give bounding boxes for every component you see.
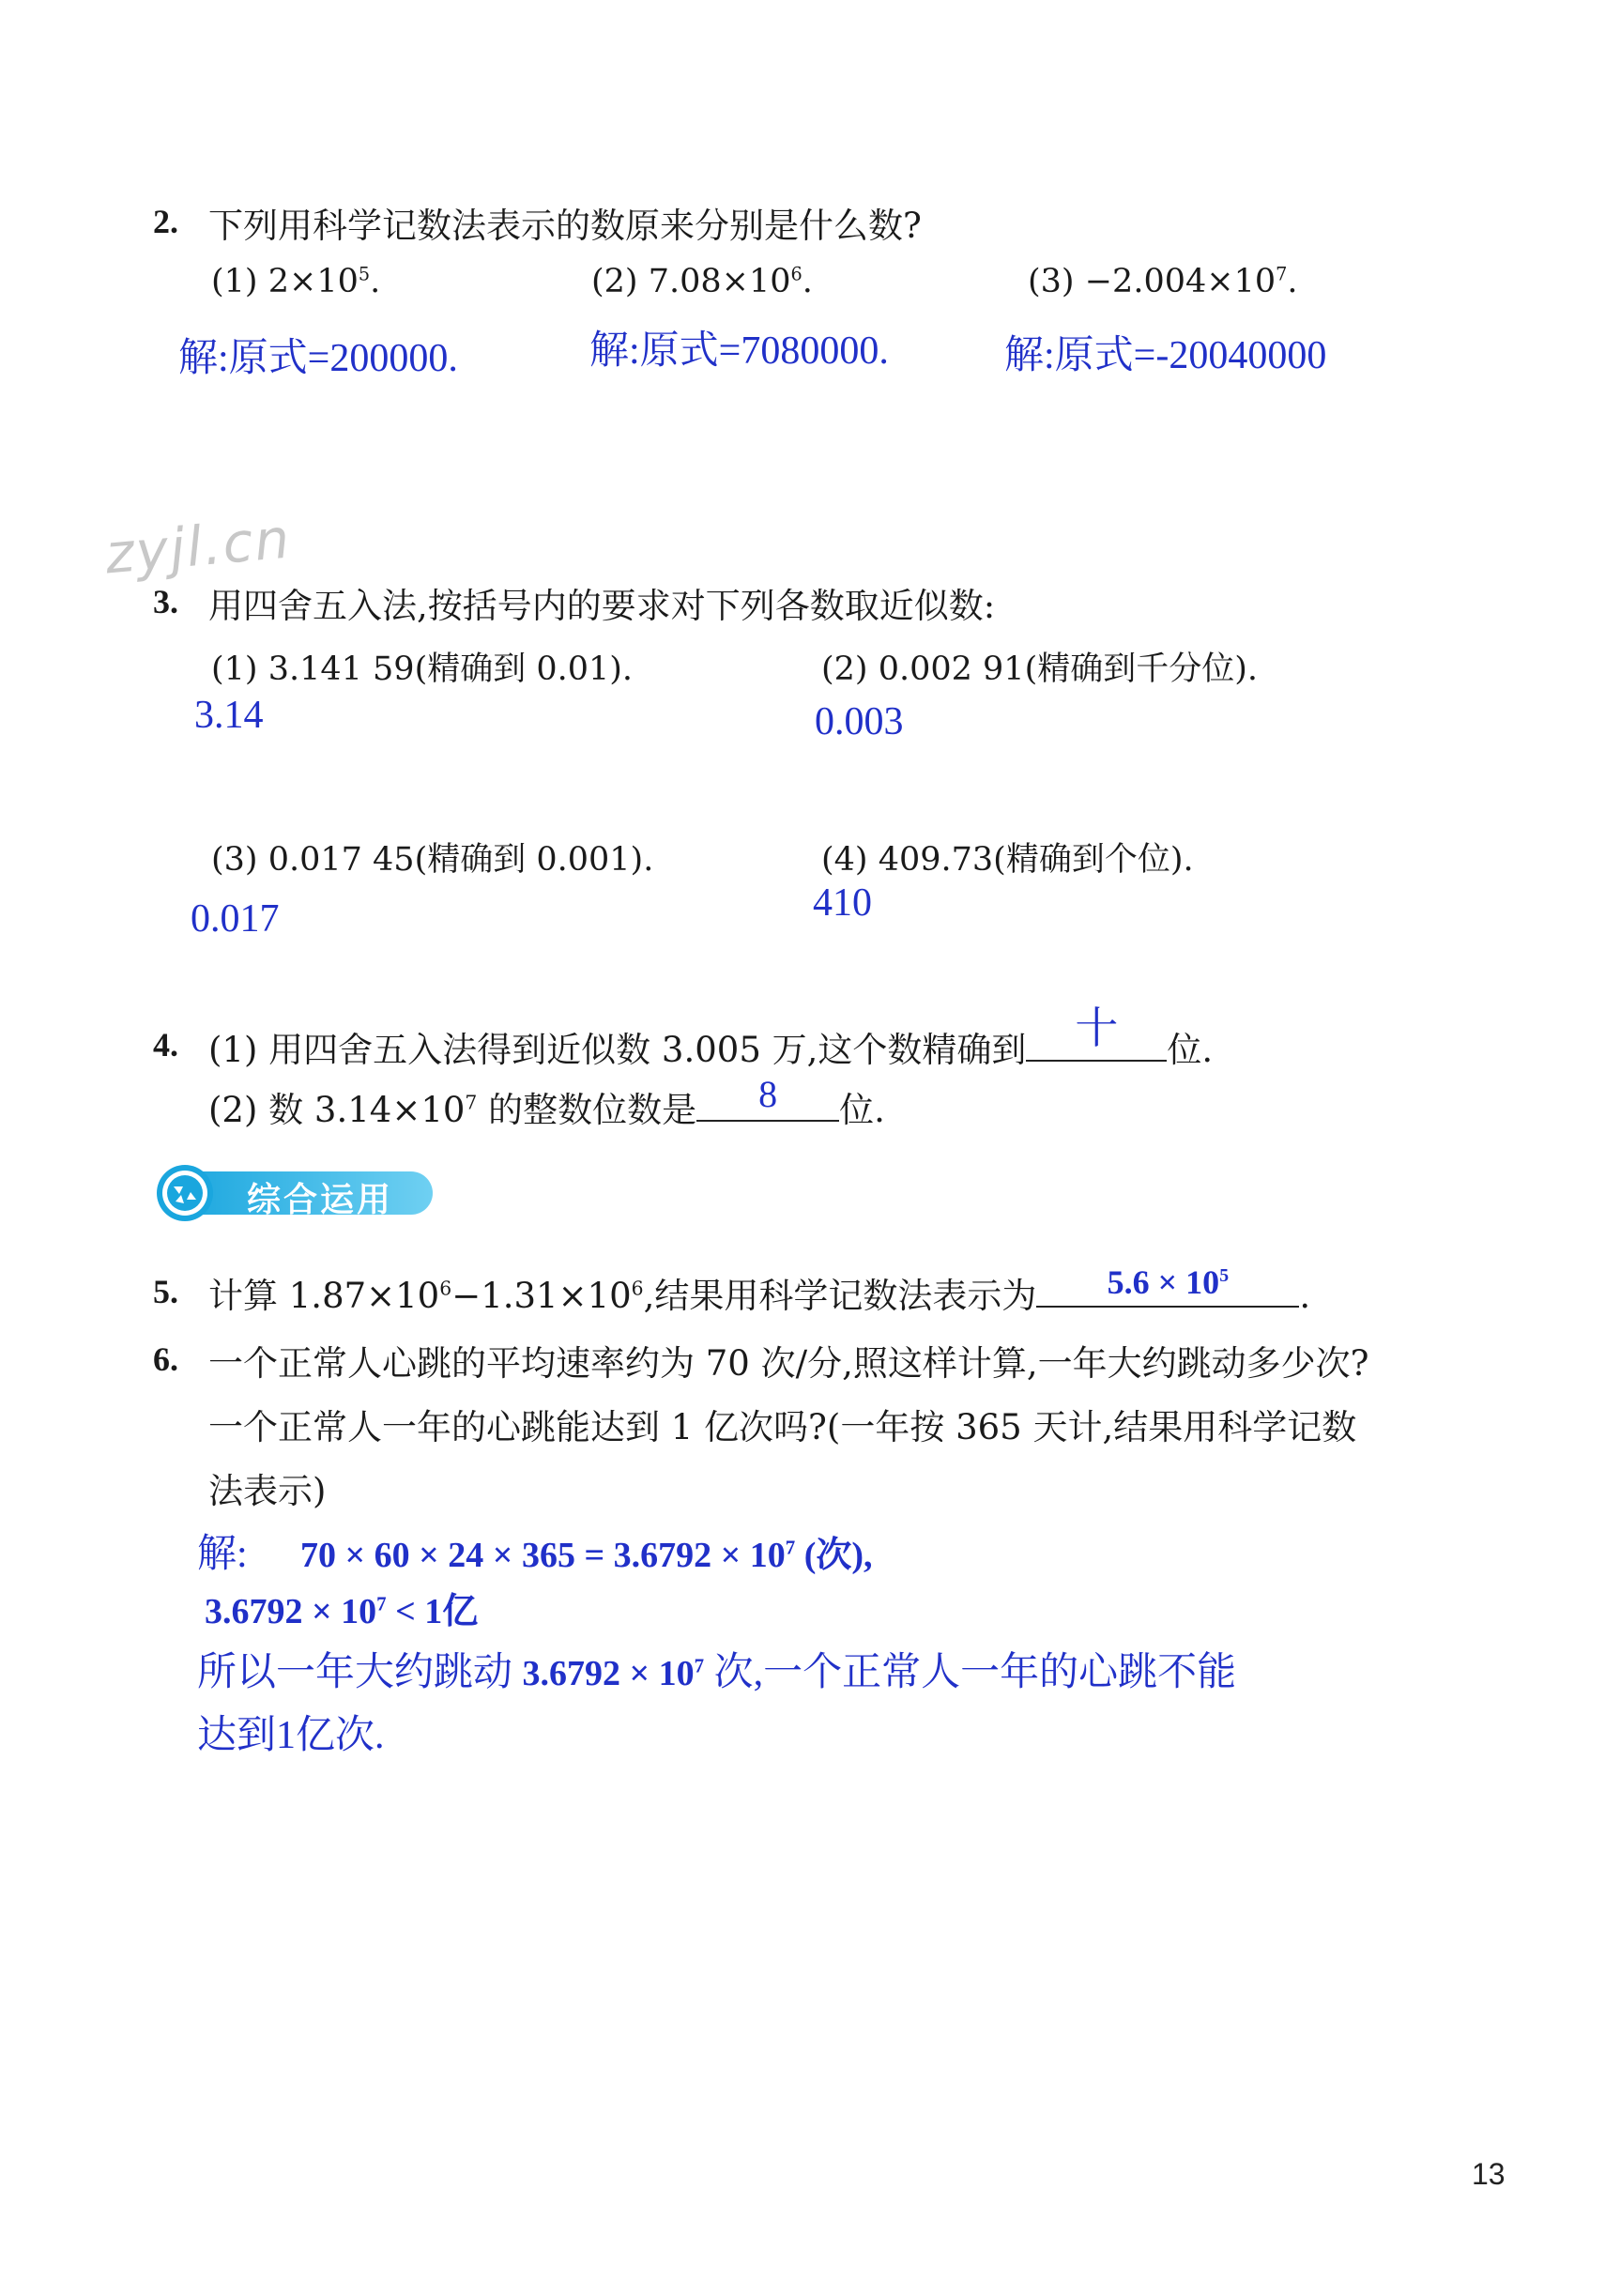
watermark-logo: zyjl.cn [102, 506, 294, 587]
q6-answer1-post: (次), [795, 1536, 873, 1575]
q5-end: . [1299, 1276, 1311, 1316]
q6-line2: 一个正常人一年的心跳能达到 1 亿次吗?(一年按 365 天计,结果用科学记数 [208, 1407, 1357, 1447]
q2-answer2: 解:原式=7080000. [589, 329, 889, 373]
q5-blank [1036, 1263, 1299, 1308]
q4-part1 [208, 1004, 1214, 1072]
q6-answer-line4: 达到1亿次. [197, 1714, 385, 1757]
q2-part3-end: . [1287, 263, 1298, 300]
q5-exponent2: 6 [631, 1277, 644, 1300]
q6-line1: 一个正常人心跳的平均速率约为 70 次/分,照这样计算,一年大约跳动多少次? [208, 1343, 1369, 1384]
q6-line3: 法表示) [208, 1471, 327, 1511]
q4-part1-text: (1) 用四舍五入法得到近似数 3.005 万,这个数精确到 [208, 1030, 1027, 1070]
q2-part2-label: (2) [591, 263, 638, 300]
q4-part2-answer: 8 [758, 1073, 778, 1115]
q2-part3-mantissa: −2.004×10 [1084, 263, 1276, 300]
q6-answer3-mantissa: 3.6792 × 10 [522, 1654, 695, 1693]
q2-part3-exponent: 7 [1276, 263, 1288, 285]
q2-part3 [1028, 263, 1298, 300]
q4-part1-blank [1026, 1004, 1167, 1062]
q4-part2-end: 位. [839, 1090, 885, 1130]
q6-answer-line1 [300, 1525, 873, 1577]
q6-number: 6. [153, 1340, 178, 1378]
q3-part1: (1) 3.141 59(精确到 0.01). [211, 651, 634, 688]
q2-part1-label: (1) [211, 263, 258, 300]
q6-answer3-pre: 所以一年大约跳动 [197, 1651, 523, 1694]
q6-answer1-mantissa: 70 × 60 × 24 × 365 = 3.6792 × 10 [300, 1536, 786, 1575]
q2-part1-mantissa: 2×10 [268, 263, 359, 300]
q6-answer3-exponent: 7 [694, 1654, 705, 1677]
page-number: 13 [1472, 2157, 1506, 2191]
q2-number: 2. [153, 203, 178, 240]
q4-part2-exponent: 7 [465, 1091, 478, 1114]
q2-part1-end: . [370, 263, 381, 300]
q6-answer2-mantissa: 3.6792 × 10 [205, 1592, 377, 1631]
q3-text: 用四舍五入法,按括号内的要求对下列各数取近似数: [208, 586, 996, 626]
q3-part4: (4) 409.73(精确到个位). [821, 841, 1194, 879]
q3-number: 3. [153, 583, 178, 620]
q3-answer4: 410 [813, 881, 872, 925]
q3-answer3: 0.017 [191, 897, 280, 941]
q2-text: 下列用科学记数法表示的数原来分别是什么数? [208, 206, 922, 246]
q6-answer-line2 [205, 1582, 478, 1633]
q2-part2 [591, 263, 813, 300]
q2-part1 [211, 263, 380, 300]
q3-answer1: 3.14 [194, 694, 264, 737]
q5-number: 5. [153, 1273, 178, 1310]
q4-part2 [208, 1073, 885, 1132]
q5-exponent1: 6 [439, 1277, 452, 1300]
q5-answer-mantissa: 5.6 × 10 [1107, 1263, 1220, 1301]
q6-answer2-exponent: 7 [376, 1592, 387, 1615]
q6-answer2-post: < 1亿 [386, 1592, 479, 1631]
q4-part2-mid: 的整数位数是 [477, 1090, 697, 1130]
q3-answer2: 0.003 [815, 700, 904, 743]
q5-text-post: ,结果用科学记数法表示为 [643, 1276, 1037, 1316]
q5-text-pre: 计算 1.87×10 [208, 1276, 440, 1316]
q6-answer3-post: 次,一个正常人一年的心跳不能 [704, 1651, 1237, 1694]
q4-part1-answer: 十 [1075, 1004, 1119, 1052]
q2-part1-exponent: 5 [358, 263, 371, 285]
q2-part2-mantissa: 7.08×10 [648, 263, 791, 300]
q4-number: 4. [153, 1026, 178, 1064]
q2-answer3: 解:原式=-20040000 [1004, 334, 1327, 377]
q2-part3-label: (3) [1028, 263, 1075, 300]
q6-answer1-exponent: 7 [785, 1536, 796, 1559]
section-badge [155, 1164, 436, 1222]
q5-answer-exponent: 5 [1219, 1265, 1230, 1286]
q6-answer-label: 解: [197, 1533, 248, 1576]
q3-part3: (3) 0.017 45(精确到 0.001). [211, 841, 654, 879]
q5-text-mid: −1.31×10 [451, 1276, 632, 1316]
q4-part2-blank [696, 1073, 839, 1122]
q2-answer1: 解:原式=200000. [178, 337, 458, 380]
section-badge-label: 综合运用 [247, 1181, 394, 1219]
q5-text [208, 1263, 1311, 1318]
q4-part2-text: (2) 数 3.14×10 [208, 1090, 466, 1130]
q4-part1-end: 位. [1167, 1030, 1214, 1070]
q3-part2: (2) 0.002 91(精确到千分位). [821, 651, 1258, 688]
q2-part2-exponent: 6 [790, 263, 802, 285]
q2-part2-end: . [802, 263, 813, 300]
q6-answer-line3 [197, 1641, 1236, 1697]
